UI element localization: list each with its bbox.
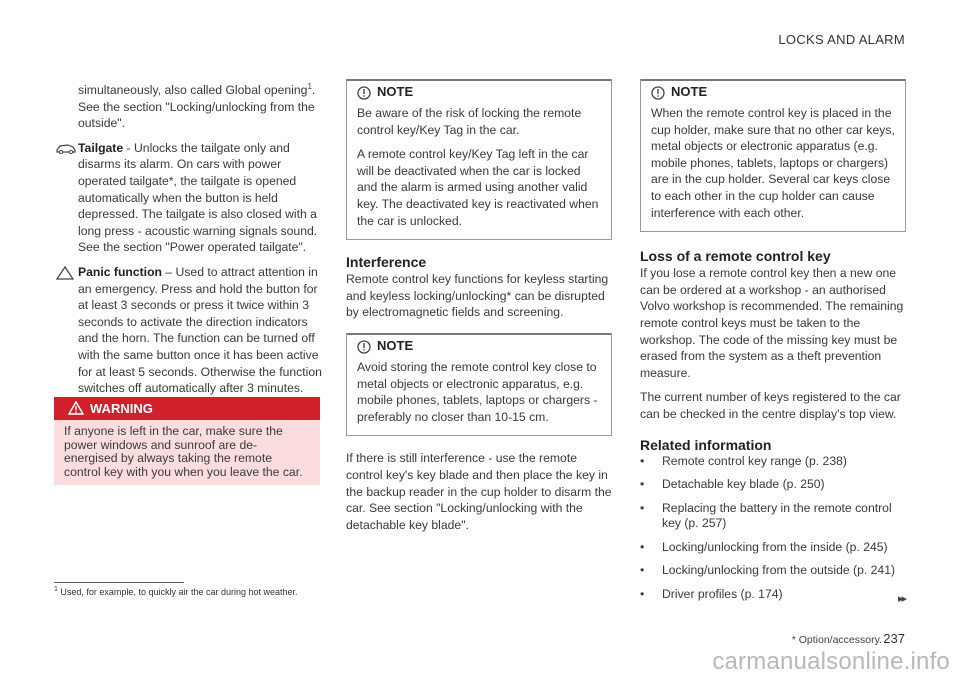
note-box-cup-holder <box>640 79 906 232</box>
note-paragraph: A remote control key/Key Tag left in the car will be deactivated when the car is locked and the alarm is armed using another valid key. The deactivated key is reactivated when the car is unlocked. <box>357 147 599 228</box>
warning-icon <box>68 401 84 415</box>
related-list <box>640 454 906 603</box>
note-paragraph: Be aware of the risk of locking the remote control key/Key Tag in the car. <box>357 106 582 137</box>
backup-reader-text: If there is still interference - use the remote control key's key blade and then place the key in the backup reader in the cup holder to disarm the car. See section "Locking/unlocking with the detachable key blade". <box>346 451 612 532</box>
loss-heading: Loss of a remote control key <box>640 248 831 265</box>
interference-text: Remote control key functions for keyless starting and keyless locking/unlocking* can be disrupted by electromagnetic fields and screening. <box>346 272 609 320</box>
warning-box <box>54 397 320 485</box>
note-header <box>641 79 905 103</box>
related-link[interactable]: • Detachable key blade (p. 250) <box>640 477 906 493</box>
related-link[interactable]: • Remote control key range (p. 238) <box>640 454 906 470</box>
section-header: LOCKS AND ALARM <box>778 32 905 47</box>
related-link[interactable]: • Locking/unlocking from the inside (p. 245) <box>640 540 906 556</box>
note-title: NOTE <box>671 84 708 99</box>
note-box-key-tag <box>346 79 612 240</box>
option-accessory-note: * Option/accessory. <box>791 634 882 646</box>
warning-title: WARNING <box>90 401 153 416</box>
note-body <box>641 103 905 231</box>
loss-paragraph: If you lose a remote control key then a new one can be ordered at a workshop - an authorised Volvo workshop is recommended. The remaining remote control keys must be taken to the workshop. The code of the missing key must be erased from the system as a theft prevention measure. <box>640 266 904 380</box>
interference-heading: Interference <box>346 254 427 271</box>
tailgate-paragraph <box>78 140 322 256</box>
info-icon <box>357 340 371 354</box>
panic-keyword: Panic function <box>78 265 162 279</box>
warning-header <box>54 397 320 420</box>
note-title: NOTE <box>377 337 414 353</box>
tailgate-icon <box>56 142 76 159</box>
info-icon <box>651 86 665 100</box>
column-1 <box>78 79 322 405</box>
footnote: $^1$ Used, for example, to quickly air the car during hot weather. <box>54 586 298 597</box>
note-body <box>347 357 611 435</box>
warning-body: If anyone is left in the car, make sure the power windows and sunroof are de-energised by always taking the remote control key with you when you leave the car. <box>64 424 303 479</box>
note-header <box>347 333 611 357</box>
panic-paragraph <box>78 264 322 397</box>
note-paragraph: Avoid storing the remote control key close to metal objects or electronic apparatus, e.g. mobile phones, tablets, laptops or chargers - preferably no closer than 10-15 cm. <box>357 359 598 424</box>
global-opening-paragraph: simultaneously, also called Global opening$^1$. See the section "Locking/unlocking from the outside". <box>78 82 316 131</box>
next-page-arrows-icon[interactable]: ▸▸ <box>897 593 905 605</box>
panic-triangle-icon <box>56 266 74 285</box>
footnote-divider <box>54 582 184 583</box>
column-2 <box>346 79 612 541</box>
footnote-ref: 1 <box>307 82 312 91</box>
column-3 <box>640 79 906 610</box>
related-heading: Related information <box>640 436 772 453</box>
related-link[interactable]: • Locking/unlocking from the outside (p. 241) <box>640 563 906 579</box>
tailgate-keyword: Tailgate <box>78 140 124 155</box>
tailgate-text: - Unlocks the tailgate only and disarms its alarm. On cars with power operated tailgate*, the tailgate is opened automatically when the button is held depressed. The tailgate is also closed with a long press - acoustic warning signals sound. See the section "Power operated tailgate". <box>78 140 318 255</box>
note-body <box>347 103 611 239</box>
info-icon <box>357 86 371 100</box>
watermark: carmanualsonline.info <box>712 648 950 675</box>
panic-text: – Used to attract attention in an emergency. Press and hold the button for at least 3 seconds or press it twice within 3 seconds to activate the direction indicators and the horn. The function can be turned off with the same button once it has been active for at least 5 seconds. Otherwise the function switches off automatically after 3 minutes. <box>78 265 322 396</box>
note-box-interference <box>346 333 612 436</box>
loss-paragraph: The current number of keys registered to the car can be checked in the centre display's top view. <box>640 390 901 421</box>
related-link[interactable]: • Replacing the battery in the remote control key (p. 257) <box>640 501 906 532</box>
related-link[interactable]: • Driver profiles (p. 174) <box>640 587 906 603</box>
note-paragraph: When the remote control key is placed in the cup holder, make sure that no other car keys, metal objects or electronic apparatus (e.g. mobile phones, tablets, laptops or chargers) are in the cup holder. Several car keys close to each other in the cup holder can cause interference with each other. <box>651 106 895 220</box>
note-header <box>347 79 611 103</box>
page-number: 237 <box>883 631 905 646</box>
note-title: NOTE <box>377 84 414 99</box>
